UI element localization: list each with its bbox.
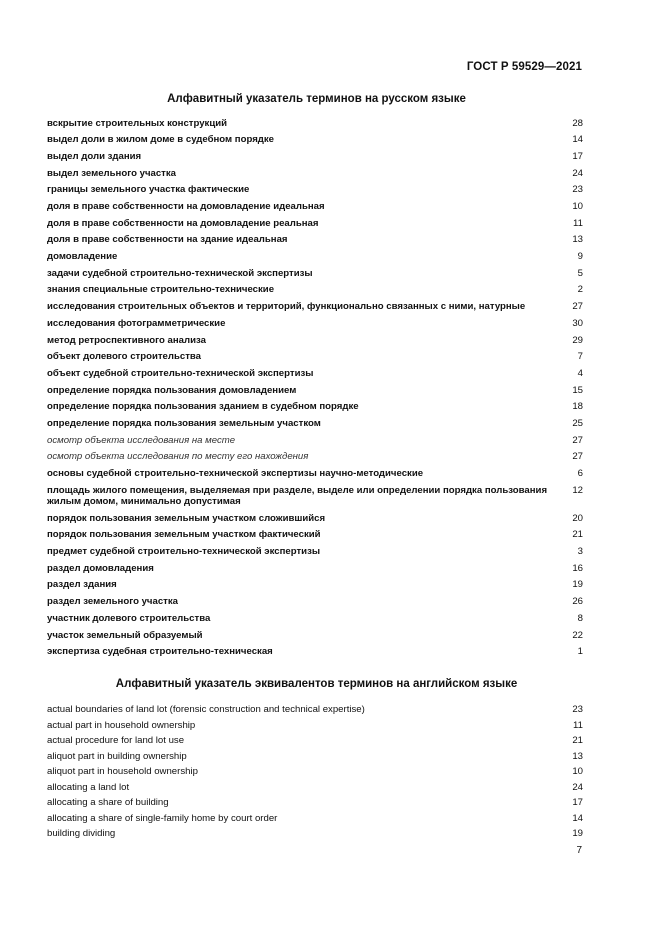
index-page-ref: 22 xyxy=(572,629,583,641)
index-page-ref: 23 xyxy=(572,184,583,196)
russian-index-title: Алфавитный указатель терминов на русском языке xyxy=(167,93,466,105)
index-term: осмотр объекта исследования на месте xyxy=(47,434,236,446)
index-page-ref: 19 xyxy=(572,828,583,840)
index-entry xyxy=(47,449,583,466)
index-entry xyxy=(47,382,583,399)
index-page-ref: 17 xyxy=(572,797,583,809)
index-page-ref: 9 xyxy=(577,251,583,263)
index-page-ref: 10 xyxy=(572,201,583,213)
index-entry xyxy=(47,795,583,810)
index-term: вскрытие строительных конструкций xyxy=(47,117,228,129)
index-page-ref: 11 xyxy=(573,719,583,731)
index-entry xyxy=(47,560,583,577)
index-page-ref: 11 xyxy=(573,217,583,229)
index-page-ref: 8 xyxy=(577,612,583,624)
index-term: определение порядка пользования домовладением xyxy=(47,384,297,396)
index-term: объект долевого строительства xyxy=(47,351,202,363)
index-term: раздел земельного участка xyxy=(47,596,179,608)
index-entry xyxy=(47,594,583,611)
index-entry xyxy=(47,148,583,165)
index-page-ref: 15 xyxy=(572,384,583,396)
index-page-ref: 14 xyxy=(572,812,583,824)
index-page-ref: 27 xyxy=(572,301,583,313)
index-entry xyxy=(47,779,583,794)
index-term: порядок пользования земельным участком сложившийся xyxy=(47,512,326,524)
index-entry xyxy=(47,215,583,232)
index-term: определение порядка пользования зданием в судебном порядке xyxy=(47,401,359,413)
index-term: осмотр объекта исследования по месту его нахождения xyxy=(47,451,309,463)
index-page-ref: 3 xyxy=(577,546,583,558)
index-entry xyxy=(47,432,583,449)
index-term: actual boundaries of land lot (forensic construction and technical expertise) xyxy=(47,704,365,716)
index-term: исследования фотограмметрические xyxy=(47,317,226,329)
page-number: 7 xyxy=(576,845,582,856)
index-term: выдел доли здания xyxy=(47,150,142,162)
index-term: allocating a share of building xyxy=(47,797,169,809)
index-entry xyxy=(47,810,583,825)
index-page-ref: 24 xyxy=(572,167,583,179)
index-term: участник долевого строительства xyxy=(47,612,211,624)
index-entry xyxy=(47,702,583,717)
index-page-ref: 18 xyxy=(572,401,583,413)
index-term: actual part in household ownership xyxy=(47,719,196,731)
russian-term-index xyxy=(47,115,583,660)
index-term: allocating a land lot xyxy=(47,781,130,793)
index-page-ref: 30 xyxy=(572,317,583,329)
index-entry xyxy=(47,627,583,644)
index-page-ref: 12 xyxy=(572,485,583,497)
index-page-ref: 16 xyxy=(572,562,583,574)
index-term: участок земельный образуемый xyxy=(47,629,203,641)
index-term: площадь жилого помещения, выделяемая при разделе, выделе или определении порядка пользования жилым домом, минимально допустимая xyxy=(47,485,548,508)
index-entry xyxy=(47,415,583,432)
index-entry xyxy=(47,332,583,349)
english-term-index xyxy=(47,702,583,841)
index-page-ref: 27 xyxy=(572,451,583,463)
index-entry xyxy=(47,365,583,382)
index-entry xyxy=(47,510,583,527)
index-term: выдел земельного участка xyxy=(47,167,177,179)
index-page-ref: 29 xyxy=(572,334,583,346)
english-index-title: Алфавитный указатель эквивалентов терминов на английском языке xyxy=(115,678,518,690)
index-entry xyxy=(47,764,583,779)
index-page-ref: 20 xyxy=(572,512,583,524)
index-entry xyxy=(47,132,583,149)
index-term: доля в праве собственности на домовладение идеальная xyxy=(47,201,325,213)
index-page-ref: 21 xyxy=(572,735,583,747)
index-entry xyxy=(47,299,583,316)
index-term: aliquot part in household ownership xyxy=(47,766,198,778)
index-term: aliquot part in building ownership xyxy=(47,750,187,762)
index-page-ref: 1 xyxy=(577,646,583,658)
index-term: порядок пользования земельным участком фактический xyxy=(47,529,321,541)
index-entry xyxy=(47,249,583,266)
index-page-ref: 24 xyxy=(572,781,583,793)
index-page-ref: 26 xyxy=(572,596,583,608)
index-page-ref: 25 xyxy=(572,417,583,429)
index-entry xyxy=(47,482,583,510)
index-page-ref: 21 xyxy=(572,529,583,541)
index-page-ref: 10 xyxy=(572,766,583,778)
index-term: основы судебной строительно-технической экспертизы научно-методические xyxy=(47,468,424,480)
index-page-ref: 13 xyxy=(572,750,583,762)
index-term: предмет судебной строительно-технической экспертизы xyxy=(47,546,321,558)
index-term: доля в праве собственности на здание идеальная xyxy=(47,234,288,246)
index-entry xyxy=(47,265,583,282)
index-entry xyxy=(47,182,583,199)
index-page-ref: 13 xyxy=(572,234,583,246)
index-term: исследования строительных объектов и территорий, функционально связанных с ними, натурные xyxy=(47,301,526,313)
index-term: знания специальные строительно-технические xyxy=(47,284,275,296)
index-entry xyxy=(47,610,583,627)
index-page-ref: 4 xyxy=(577,367,583,379)
index-entry xyxy=(47,717,583,732)
index-term: раздел здания xyxy=(47,579,117,591)
index-term: allocating a share of single-family home by court order xyxy=(47,812,278,824)
index-entry xyxy=(47,282,583,299)
index-entry xyxy=(47,577,583,594)
index-page-ref: 7 xyxy=(577,351,583,363)
index-page-ref: 2 xyxy=(577,284,583,296)
index-term: определение порядка пользования земельным участком xyxy=(47,417,321,429)
index-page-ref: 19 xyxy=(572,579,583,591)
index-entry xyxy=(47,349,583,366)
index-term: actual procedure for land lot use xyxy=(47,735,185,747)
index-page-ref: 23 xyxy=(572,704,583,716)
index-term: объект судебной строительно-технической экспертизы xyxy=(47,367,314,379)
index-page-ref: 5 xyxy=(577,267,583,279)
index-term: задачи судебной строительно-технической экспертизы xyxy=(47,267,313,279)
index-entry xyxy=(47,399,583,416)
index-entry xyxy=(47,826,583,841)
index-term: экспертиза судебная строительно-техническая xyxy=(47,646,273,658)
index-entry xyxy=(47,733,583,748)
index-term: границы земельного участка фактические xyxy=(47,184,250,196)
index-entry xyxy=(47,165,583,182)
index-entry xyxy=(47,232,583,249)
document-header-code: ГОСТ Р 59529—2021 xyxy=(466,61,582,73)
index-entry xyxy=(47,748,583,763)
index-entry xyxy=(47,198,583,215)
index-page-ref: 28 xyxy=(572,117,583,129)
index-term: метод ретроспективного анализа xyxy=(47,334,206,346)
index-term: выдел доли в жилом доме в судебном порядке xyxy=(47,134,275,146)
index-entry xyxy=(47,115,583,132)
index-term: раздел домовладения xyxy=(47,562,154,574)
index-term: домовладение xyxy=(47,251,118,263)
index-entry xyxy=(47,527,583,544)
index-entry xyxy=(47,644,583,661)
index-entry xyxy=(47,544,583,561)
index-term: доля в праве собственности на домовладение реальная xyxy=(47,217,319,229)
index-page-ref: 6 xyxy=(577,468,583,480)
index-term: building dividing xyxy=(47,828,116,840)
index-page-ref: 27 xyxy=(572,434,583,446)
index-page-ref: 14 xyxy=(572,134,583,146)
index-entry xyxy=(47,465,583,482)
index-entry xyxy=(47,315,583,332)
index-page-ref: 17 xyxy=(572,150,583,162)
